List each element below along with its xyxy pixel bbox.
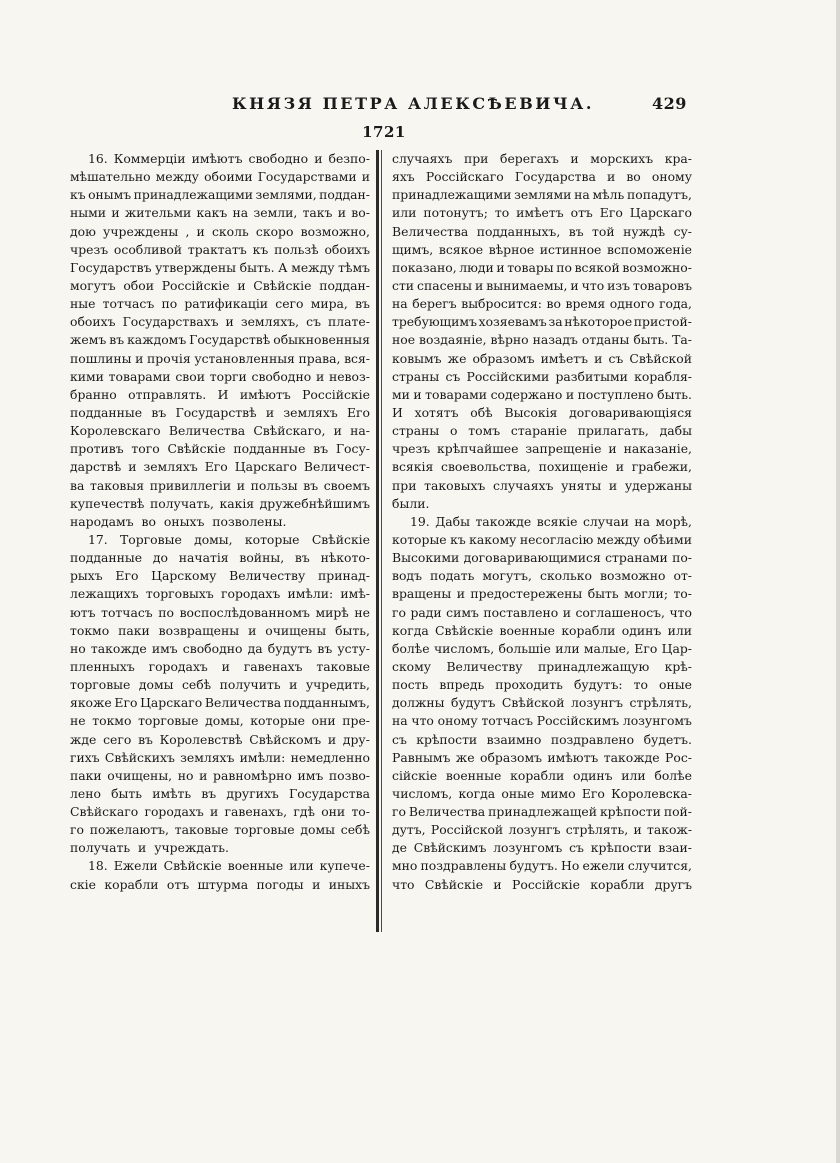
text-line: торговые домы себѣ получить и учредить, bbox=[70, 677, 370, 693]
text-line: ные тотчасъ по ратификаціи сего мира, въ bbox=[70, 296, 370, 312]
text-line: ное воздаяніе, вѣрно назадъ отданы быть. Та- bbox=[392, 332, 692, 348]
left-text-column bbox=[70, 150, 370, 894]
text-line: чрезъ крѣпчайшее запрещеніе и наказаніе, bbox=[392, 441, 692, 457]
text-line: мно поздравлены будутъ. Но ежели случится, bbox=[392, 858, 692, 874]
text-line: бранно отправлять. И имѣютъ Россійскіе bbox=[70, 386, 370, 402]
text-line: показано, люди и товары по всякой возможно- bbox=[392, 259, 692, 275]
text-line: якоже Его Царскаго Величества подданнымъ, bbox=[70, 695, 370, 711]
year-marker: 1721 bbox=[362, 123, 406, 141]
text-line: требующимъ хозяевамъ за нѣкоторое пристой- bbox=[392, 314, 692, 330]
text-line: Государствъ утверждены быть. А между тѣмъ bbox=[70, 259, 370, 275]
text-line: щимъ, всякое вѣрное истинное вспоможеніе bbox=[392, 241, 692, 257]
text-line: но такожде имъ свободно да будутъ въ усту- bbox=[70, 640, 370, 656]
text-line: должны будутъ Свѣйской лозунгъ стрѣлять, bbox=[392, 695, 692, 711]
text-line: го ради симъ поставлено и соглашеносъ, что bbox=[392, 604, 692, 620]
page-header bbox=[0, 94, 840, 120]
text-line: не токмо торговые домы, которые они пре- bbox=[70, 713, 370, 729]
text-line: скіе корабли отъ штурма погоды и иныхъ bbox=[70, 876, 370, 892]
column-divider-inner bbox=[381, 150, 382, 932]
scan-edge bbox=[836, 0, 840, 1163]
text-line: гихъ Свѣйскихъ земляхъ имѣли: немедленно bbox=[70, 749, 370, 765]
text-line: могутъ обои Россійскіе и Свѣйскіе поддан- bbox=[70, 277, 370, 293]
text-line: числомъ, когда оные мимо Его Королевска- bbox=[392, 785, 692, 801]
text-line: страны съ Россійскими разбитыми корабля- bbox=[392, 368, 692, 384]
text-line: противъ того Свѣйскіе подданные въ Госу- bbox=[70, 441, 370, 457]
text-line: паки очищены, но и равномѣрно имъ позво- bbox=[70, 767, 370, 783]
text-line: при таковыхъ случаяхъ уняты и удержаны bbox=[392, 477, 692, 493]
text-line: сти спасены и вынимаемы, и что изъ товаровъ bbox=[392, 277, 692, 293]
text-line: лежащихъ торговыхъ городахъ имѣли: имѣ- bbox=[70, 586, 370, 602]
text-line: когда Свѣйскіе военные корабли одинъ или bbox=[392, 622, 692, 638]
text-line: получать и учреждать. bbox=[70, 840, 229, 856]
text-line: принадлежащими землями на мѣль попадутъ, bbox=[392, 187, 692, 203]
text-line: на что оному тотчасъ Россійскимъ лозунгомъ bbox=[392, 713, 692, 729]
text-line: пость впредь проходить будутъ: то оные bbox=[392, 677, 692, 693]
text-line: обоихъ Государствахъ и земляхъ, съ плате- bbox=[70, 314, 370, 330]
text-line: подданные въ Государствѣ и земляхъ Его bbox=[70, 404, 370, 420]
text-line: ными и жительми какъ на земли, такъ и во- bbox=[70, 205, 370, 221]
text-line: или потонутъ; то имѣетъ отъ Его Царскаго bbox=[392, 205, 692, 221]
text-line: народамъ во оныхъ позволены. bbox=[70, 513, 287, 529]
text-line: 16. Коммерціи имѣютъ свободно и безпо- bbox=[88, 151, 370, 166]
text-line: ва таковыя привиллегіи и пользы въ своемъ bbox=[70, 477, 370, 493]
text-line: купечествѣ получать, какія дружебнѣйшимъ bbox=[70, 495, 370, 511]
text-line: жемъ въ каждомъ Государствѣ обыкновенныя bbox=[70, 332, 370, 348]
text-line: чрезъ особливой трактатъ къ пользѣ обоихъ bbox=[70, 241, 370, 257]
text-line: Равнымъ же образомъ имѣютъ такожде Рос- bbox=[392, 749, 692, 765]
text-line: на берегъ выбросится: во время одного года, bbox=[392, 296, 692, 312]
text-line: страны о томъ стараніе прилагать, дабы bbox=[392, 423, 692, 439]
text-line: сійскіе военные корабли одинъ или болѣе bbox=[392, 767, 692, 783]
column-divider bbox=[376, 150, 379, 932]
running-title: КНЯЗЯ ПЕТРА АЛЕКСѢЕВИЧА. bbox=[232, 94, 595, 113]
text-line: рыхъ Его Царскому Величеству принад- bbox=[70, 568, 370, 584]
text-line: И хотятъ обѣ Высокія договаривающіяся bbox=[392, 404, 692, 420]
right-text-column bbox=[392, 150, 692, 894]
text-line: 18. Ежели Свѣйскіе военные или купече- bbox=[88, 858, 370, 874]
text-line: случаяхъ при берегахъ и морскихъ кра- bbox=[392, 151, 692, 166]
text-line: были. bbox=[392, 495, 430, 511]
text-line: кими товарами свои торги свободно и невоз- bbox=[70, 368, 370, 384]
text-line: жде сего въ Королевствѣ Свѣйскомъ и дру- bbox=[70, 731, 370, 747]
text-line: де Свѣйскимъ лозунгомъ съ крѣпости взаи- bbox=[392, 840, 692, 856]
text-line: мѣшательно между обоими Государствами и bbox=[70, 169, 370, 185]
text-line: болѣе числомъ, большіе или малые, Его Цар- bbox=[392, 640, 692, 656]
text-line: пошлины и прочія установленныя права, вся- bbox=[70, 350, 370, 366]
text-line: дарствѣ и земляхъ Его Царскаго Величест- bbox=[70, 459, 370, 475]
text-line: Величества подданныхъ, въ той нуждѣ су- bbox=[392, 223, 692, 239]
text-line: которые къ какому несогласію между обѣими bbox=[392, 531, 692, 547]
text-line: подданные до начатія войны, въ нѣкото- bbox=[70, 550, 370, 566]
text-line: дою учреждены , и сколь скоро возможно, bbox=[70, 223, 370, 239]
text-line: пленныхъ городахъ и гавенахъ таковые bbox=[70, 658, 370, 674]
text-line: го пожелаютъ, таковые торговые домы себѣ bbox=[70, 822, 370, 838]
text-line: ми и товарами содержано и поступлено быть. bbox=[392, 386, 692, 402]
text-line: 19. Дабы такожде всякіе случаи на морѣ, bbox=[410, 513, 692, 529]
text-line: всякія своевольства, похищеніе и грабежи, bbox=[392, 459, 692, 475]
text-line: яхъ Россійскаго Государства и во оному bbox=[392, 169, 692, 185]
text-line: Королевскаго Величества Свѣйскаго, и на- bbox=[70, 423, 370, 439]
text-line: къ онымъ принадлежащими землями, поддан- bbox=[70, 187, 370, 203]
text-line: дутъ, Россійской лозунгъ стрѣлять, и також- bbox=[392, 822, 692, 838]
text-line: ковымъ же образомъ имѣетъ и съ Свѣйской bbox=[392, 350, 692, 366]
text-line: Высокими договаривающимися странами по- bbox=[392, 550, 692, 566]
text-line: водъ подать могутъ, сколько возможно от- bbox=[392, 568, 692, 584]
text-line: Свѣйскаго городахъ и гавенахъ, гдѣ они то- bbox=[70, 804, 370, 820]
text-line: токмо паки возвращены и очищены быть, bbox=[70, 622, 370, 638]
page-number: 429 bbox=[652, 94, 687, 113]
text-line: лено быть имѣть въ другихъ Государства bbox=[70, 785, 370, 801]
text-line: ютъ тотчасъ по воспослѣдованномъ мирѣ не bbox=[70, 604, 370, 620]
text-line: скому Величеству принадлежащую крѣ- bbox=[392, 658, 692, 674]
text-line: вращены и предостережены быть могли; то- bbox=[392, 586, 692, 602]
text-line: съ крѣпости взаимно поздравлено будетъ. bbox=[392, 731, 692, 747]
text-line: го Величества принадлежащей крѣпости пой- bbox=[392, 804, 692, 820]
text-line: что Свѣйскіе и Россійскіе корабли другъ bbox=[392, 876, 692, 892]
text-line: 17. Торговые домы, которые Свѣйскіе bbox=[88, 531, 370, 547]
